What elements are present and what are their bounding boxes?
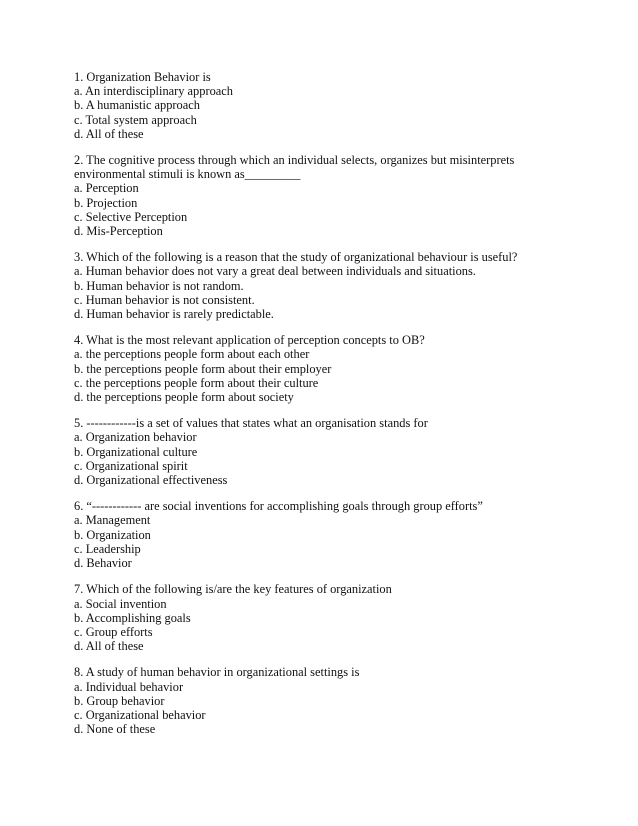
question-text: 6. “------------ are social inventions for accomplishing goals through group efforts” <box>74 499 483 514</box>
question-2 <box>74 153 614 238</box>
option-c: c. Group efforts <box>74 624 153 639</box>
question-3 <box>74 250 614 321</box>
question-text-continued: environmental stimuli is known as_________ <box>74 167 301 182</box>
option-a: a. Perception <box>74 181 139 196</box>
question-8 <box>74 665 614 736</box>
question-5 <box>74 416 614 487</box>
option-b: b. Organization <box>74 527 151 542</box>
question-7 <box>74 582 614 653</box>
option-b: b. Accomplishing goals <box>74 610 191 625</box>
option-c: c. Organizational spirit <box>74 458 188 473</box>
question-text: 4. What is the most relevant application of perception concepts to OB? <box>74 333 425 348</box>
option-a: a. An interdisciplinary approach <box>74 84 233 99</box>
option-b: b. Human behavior is not random. <box>74 278 244 293</box>
option-a: a. Social invention <box>74 596 167 611</box>
option-a: a. Human behavior does not vary a great deal between individuals and situations. <box>74 264 476 279</box>
option-b: b. the perceptions people form about their employer <box>74 361 332 376</box>
option-d: d. Organizational effectiveness <box>74 473 228 488</box>
option-c: c. Total system approach <box>74 112 197 127</box>
option-c: c. Organizational behavior <box>74 707 206 722</box>
option-c: c. Selective Perception <box>74 209 188 224</box>
option-a: a. the perceptions people form about each other <box>74 347 310 362</box>
option-c: c. Human behavior is not consistent. <box>74 292 255 307</box>
option-a: a. Individual behavior <box>74 679 184 694</box>
option-a: a. Management <box>74 513 151 528</box>
option-d: d. Human behavior is rarely predictable. <box>74 307 274 322</box>
option-d: d. All of these <box>74 126 144 141</box>
question-6 <box>74 499 614 570</box>
option-b: b. Projection <box>74 195 138 210</box>
option-b: b. Group behavior <box>74 693 165 708</box>
question-1 <box>74 70 614 141</box>
option-d: d. None of these <box>74 722 156 737</box>
question-4 <box>74 333 614 404</box>
option-c: c. Leadership <box>74 541 141 556</box>
option-b: b. Organizational culture <box>74 444 198 459</box>
question-text: 1. Organization Behavior is <box>74 70 211 84</box>
document-page <box>74 70 614 748</box>
option-b: b. A humanistic approach <box>74 98 200 113</box>
option-d: d. Behavior <box>74 556 132 571</box>
question-text: 3. Which of the following is a reason that the study of organizational behaviour is useful? <box>74 250 518 265</box>
question-text: 5. ------------is a set of values that states what an organisation stands for <box>74 416 428 431</box>
option-d: d. the perceptions people form about society <box>74 390 294 405</box>
question-text: 7. Which of the following is/are the key features of organization <box>74 582 392 597</box>
option-a: a. Organization behavior <box>74 430 197 445</box>
question-text: 8. A study of human behavior in organizational settings is <box>74 665 360 680</box>
option-d: d. All of these <box>74 639 144 654</box>
option-c: c. the perceptions people form about their culture <box>74 375 319 390</box>
question-text: 2. The cognitive process through which an individual selects, organizes but misinterprets <box>74 153 515 168</box>
option-d: d. Mis-Perception <box>74 224 163 239</box>
